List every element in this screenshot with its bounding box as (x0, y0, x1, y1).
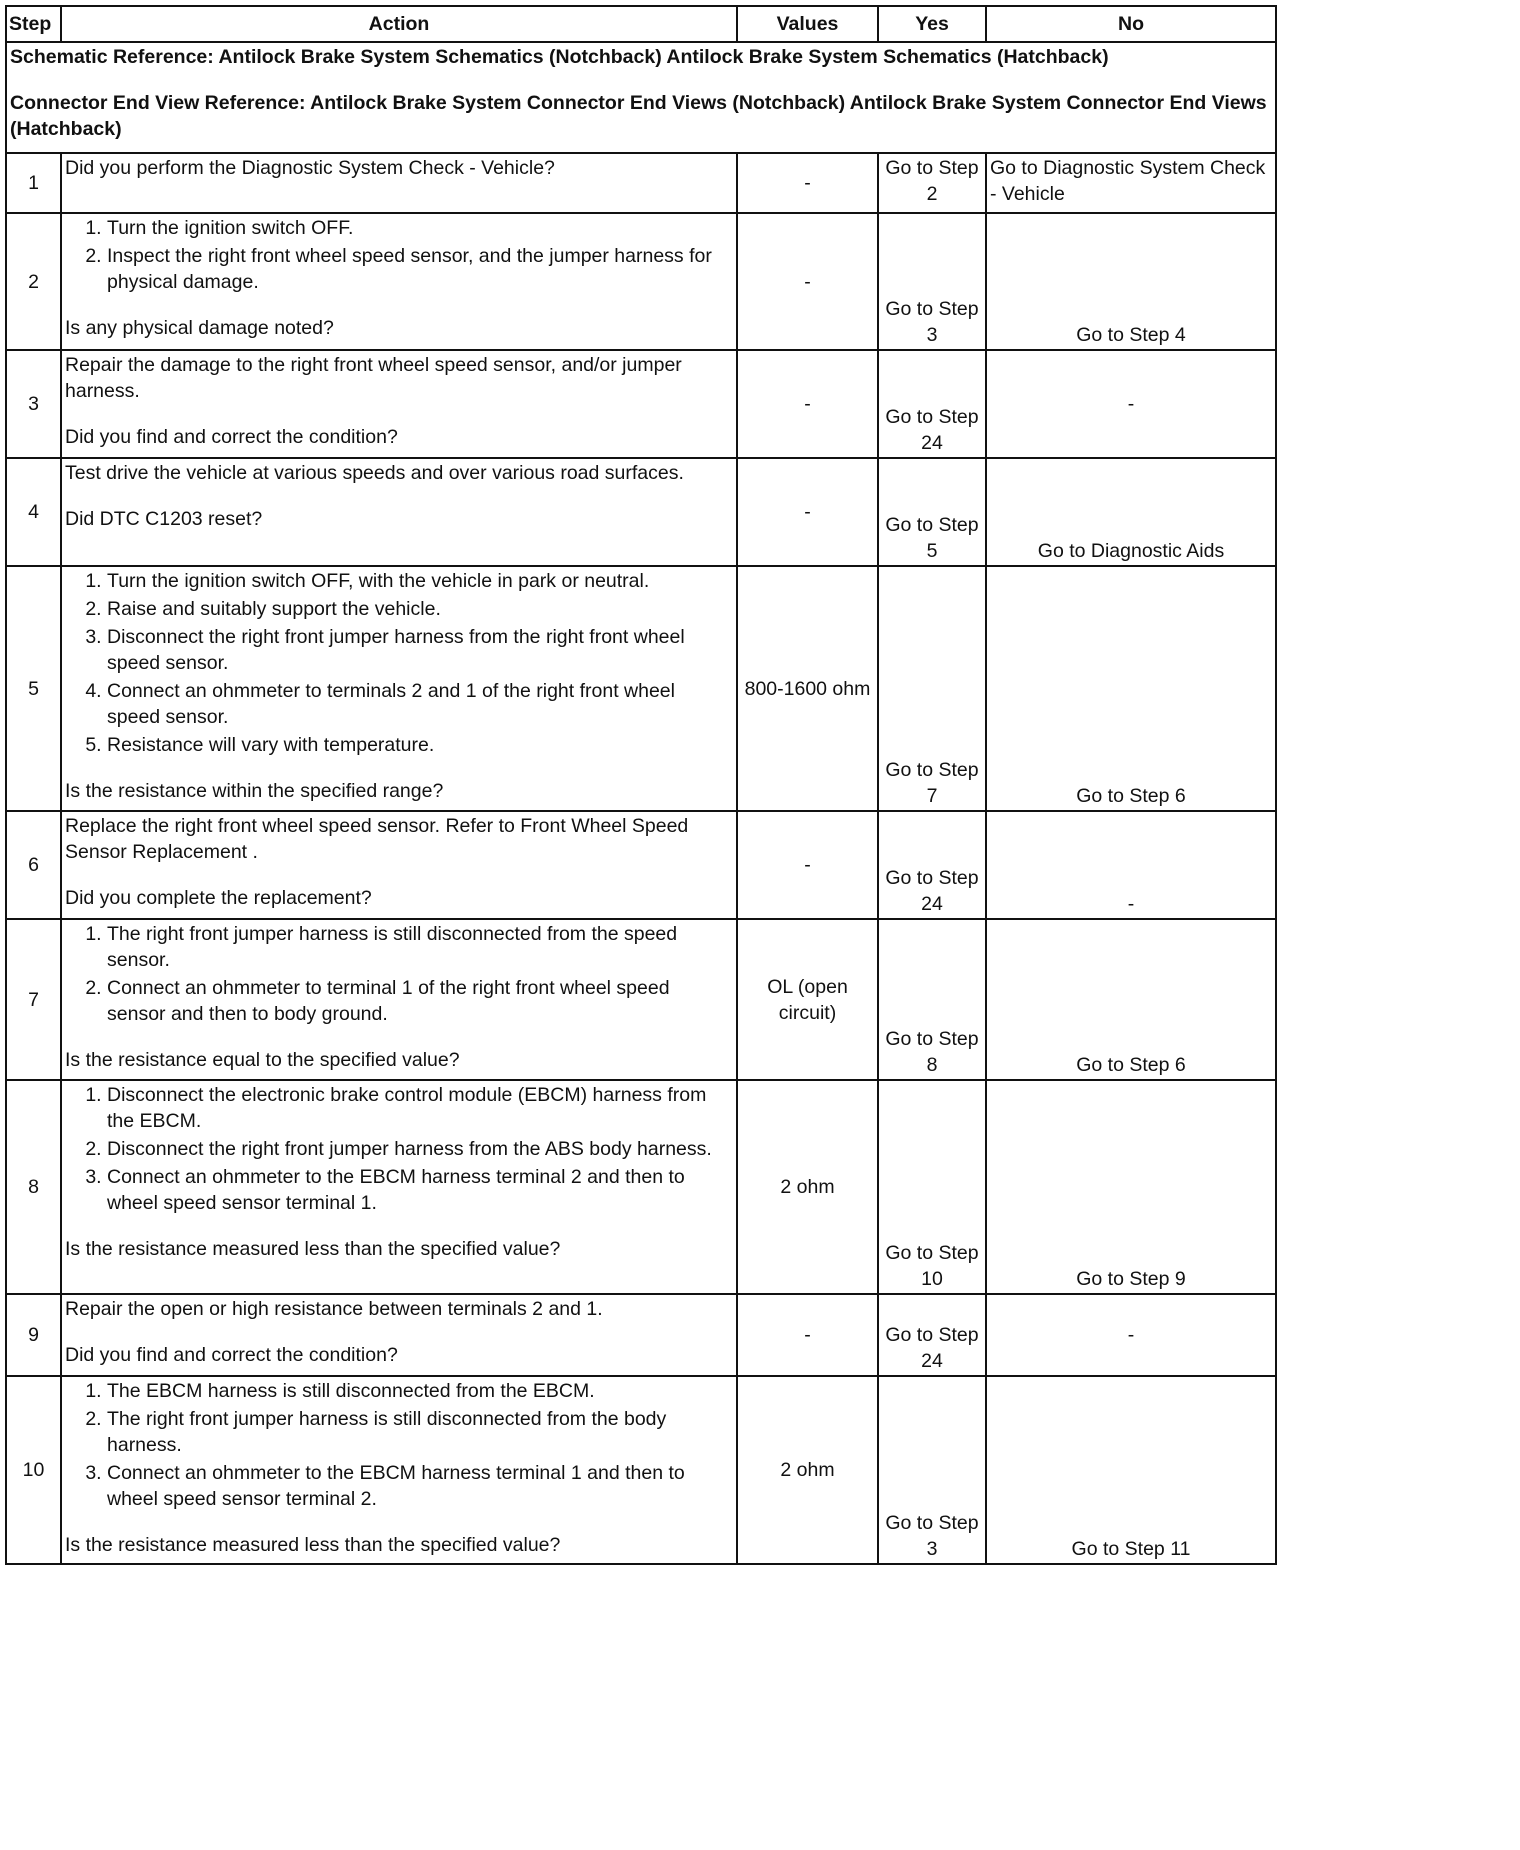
action-text: Repair the damage to the right front wheel speed sensor, and/or jumper harness. (65, 354, 682, 402)
table-row (6, 566, 1276, 811)
no-cell: - (986, 1294, 1276, 1376)
table-row (6, 811, 1276, 919)
action-step-item: 3. Disconnect the right front jumper harness from the right front wheel speed sensor. (107, 624, 733, 676)
table-row (6, 458, 1276, 566)
yes-cell: Go to Step 24 (878, 1294, 986, 1376)
step-header: Step (6, 6, 61, 42)
step-number: 1 (6, 153, 61, 213)
connector-reference: Connector End View Reference: Antilock Brake System Connector End Views (Notchback) Antilock Brake System Connector End Views (Hatchback) (10, 92, 1267, 140)
action-question: Did you complete the replacement? (65, 887, 372, 909)
table-row (6, 1080, 1276, 1294)
values-header: Values (737, 6, 878, 42)
no-cell: Go to Step 6 (986, 919, 1276, 1080)
yes-cell: Go to Step 24 (878, 350, 986, 458)
table-row (6, 350, 1276, 458)
yes-cell: Go to Step 7 (878, 566, 986, 811)
action-question: Is the resistance within the specified range? (65, 780, 444, 802)
action-question: Is the resistance measured less than the specified value? (65, 1238, 561, 1260)
action-step-item: 2. Inspect the right front wheel speed sensor, and the jumper harness for physical damage. (107, 243, 733, 295)
table-row (6, 1294, 1276, 1376)
action-question: Is any physical damage noted? (65, 317, 334, 339)
values-cell: - (737, 153, 878, 213)
action-cell (61, 153, 737, 213)
step-number: 6 (6, 811, 61, 919)
action-cell (61, 811, 737, 919)
action-steps-list (65, 921, 733, 1027)
action-step-item: 1. Disconnect the electronic brake control module (EBCM) harness from the EBCM. (107, 1082, 733, 1134)
action-step-item: 4. Connect an ohmmeter to terminals 2 and 1 of the right front wheel speed sensor. (107, 678, 733, 730)
action-cell (61, 458, 737, 566)
action-text: Repair the open or high resistance between terminals 2 and 1. (65, 1298, 603, 1320)
action-step-item: 5. Resistance will vary with temperature. (107, 732, 733, 758)
yes-header: Yes (878, 6, 986, 42)
action-step-item: 3. Connect an ohmmeter to the EBCM harness terminal 1 and then to wheel speed sensor terminal 2. (107, 1460, 733, 1512)
reference-row (6, 42, 1276, 153)
no-cell: - (986, 811, 1276, 919)
no-cell: Go to Step 4 (986, 213, 1276, 350)
values-cell: 2 ohm (737, 1080, 878, 1294)
values-cell: - (737, 458, 878, 566)
action-question: Did you find and correct the condition? (65, 1344, 398, 1366)
action-question: Is the resistance equal to the specified value? (65, 1049, 460, 1071)
no-cell: Go to Diagnostic System Check - Vehicle (986, 153, 1276, 213)
action-step-item: 2. Connect an ohmmeter to terminal 1 of the right front wheel speed sensor and then to body ground. (107, 975, 733, 1027)
no-cell: Go to Diagnostic Aids (986, 458, 1276, 566)
action-step-item: 3. Connect an ohmmeter to the EBCM harness terminal 2 and then to wheel speed sensor terminal 1. (107, 1164, 733, 1216)
action-question: Is the resistance measured less than the specified value? (65, 1534, 561, 1556)
no-cell: Go to Step 9 (986, 1080, 1276, 1294)
action-text: Replace the right front wheel speed sensor. Refer to Front Wheel Speed Sensor Replacement . (65, 815, 689, 863)
values-cell: - (737, 213, 878, 350)
reference-cell (6, 42, 1276, 153)
step-number: 7 (6, 919, 61, 1080)
action-cell (61, 1294, 737, 1376)
action-step-item: 1. The right front jumper harness is still disconnected from the speed sensor. (107, 921, 733, 973)
step-number: 9 (6, 1294, 61, 1376)
action-step-item: 2. Disconnect the right front jumper harness from the ABS body harness. (107, 1136, 733, 1162)
action-header: Action (61, 6, 737, 42)
no-cell: Go to Step 6 (986, 566, 1276, 811)
yes-cell: Go to Step 3 (878, 213, 986, 350)
values-cell: - (737, 811, 878, 919)
no-cell: - (986, 350, 1276, 458)
step-number: 2 (6, 213, 61, 350)
schematic-reference: Schematic Reference: Antilock Brake System Schematics (Notchback) Antilock Brake System Schematics (Hatchback) (10, 46, 1109, 68)
header-row (6, 6, 1276, 42)
action-cell (61, 1376, 737, 1564)
table-row (6, 1376, 1276, 1564)
table-row (6, 153, 1276, 213)
action-step-item: 2. The right front jumper harness is still disconnected from the body harness. (107, 1406, 733, 1458)
action-steps-list (65, 568, 733, 758)
table-row (6, 213, 1276, 350)
step-number: 8 (6, 1080, 61, 1294)
yes-cell: Go to Step 3 (878, 1376, 986, 1564)
no-header: No (986, 6, 1276, 42)
action-question: Did you perform the Diagnostic System Check - Vehicle? (65, 157, 555, 179)
action-text: Test drive the vehicle at various speeds and over various road surfaces. (65, 462, 684, 484)
yes-cell: Go to Step 10 (878, 1080, 986, 1294)
yes-cell: Go to Step 2 (878, 153, 986, 213)
action-cell (61, 213, 737, 350)
yes-cell: Go to Step 5 (878, 458, 986, 566)
step-number: 5 (6, 566, 61, 811)
values-cell: 800-1600 ohm (737, 566, 878, 811)
diagnostic-table (5, 5, 1277, 1565)
action-question: Did you find and correct the condition? (65, 426, 398, 448)
action-steps-list (65, 215, 733, 295)
action-question: Did DTC C1203 reset? (65, 508, 263, 530)
no-cell: Go to Step 11 (986, 1376, 1276, 1564)
yes-cell: Go to Step 8 (878, 919, 986, 1080)
step-number: 10 (6, 1376, 61, 1564)
action-step-item: 1. Turn the ignition switch OFF, with the vehicle in park or neutral. (107, 568, 733, 594)
step-number: 3 (6, 350, 61, 458)
action-step-item: 2. Raise and suitably support the vehicle. (107, 596, 733, 622)
action-cell (61, 350, 737, 458)
values-cell: OL (open circuit) (737, 919, 878, 1080)
values-cell: - (737, 350, 878, 458)
action-cell (61, 1080, 737, 1294)
action-cell (61, 919, 737, 1080)
action-step-item: 1. Turn the ignition switch OFF. (107, 215, 733, 241)
action-steps-list (65, 1378, 733, 1512)
action-steps-list (65, 1082, 733, 1216)
action-cell (61, 566, 737, 811)
table-row (6, 919, 1276, 1080)
values-cell: 2 ohm (737, 1376, 878, 1564)
step-number: 4 (6, 458, 61, 566)
values-cell: - (737, 1294, 878, 1376)
yes-cell: Go to Step 24 (878, 811, 986, 919)
action-step-item: 1. The EBCM harness is still disconnected from the EBCM. (107, 1378, 733, 1404)
